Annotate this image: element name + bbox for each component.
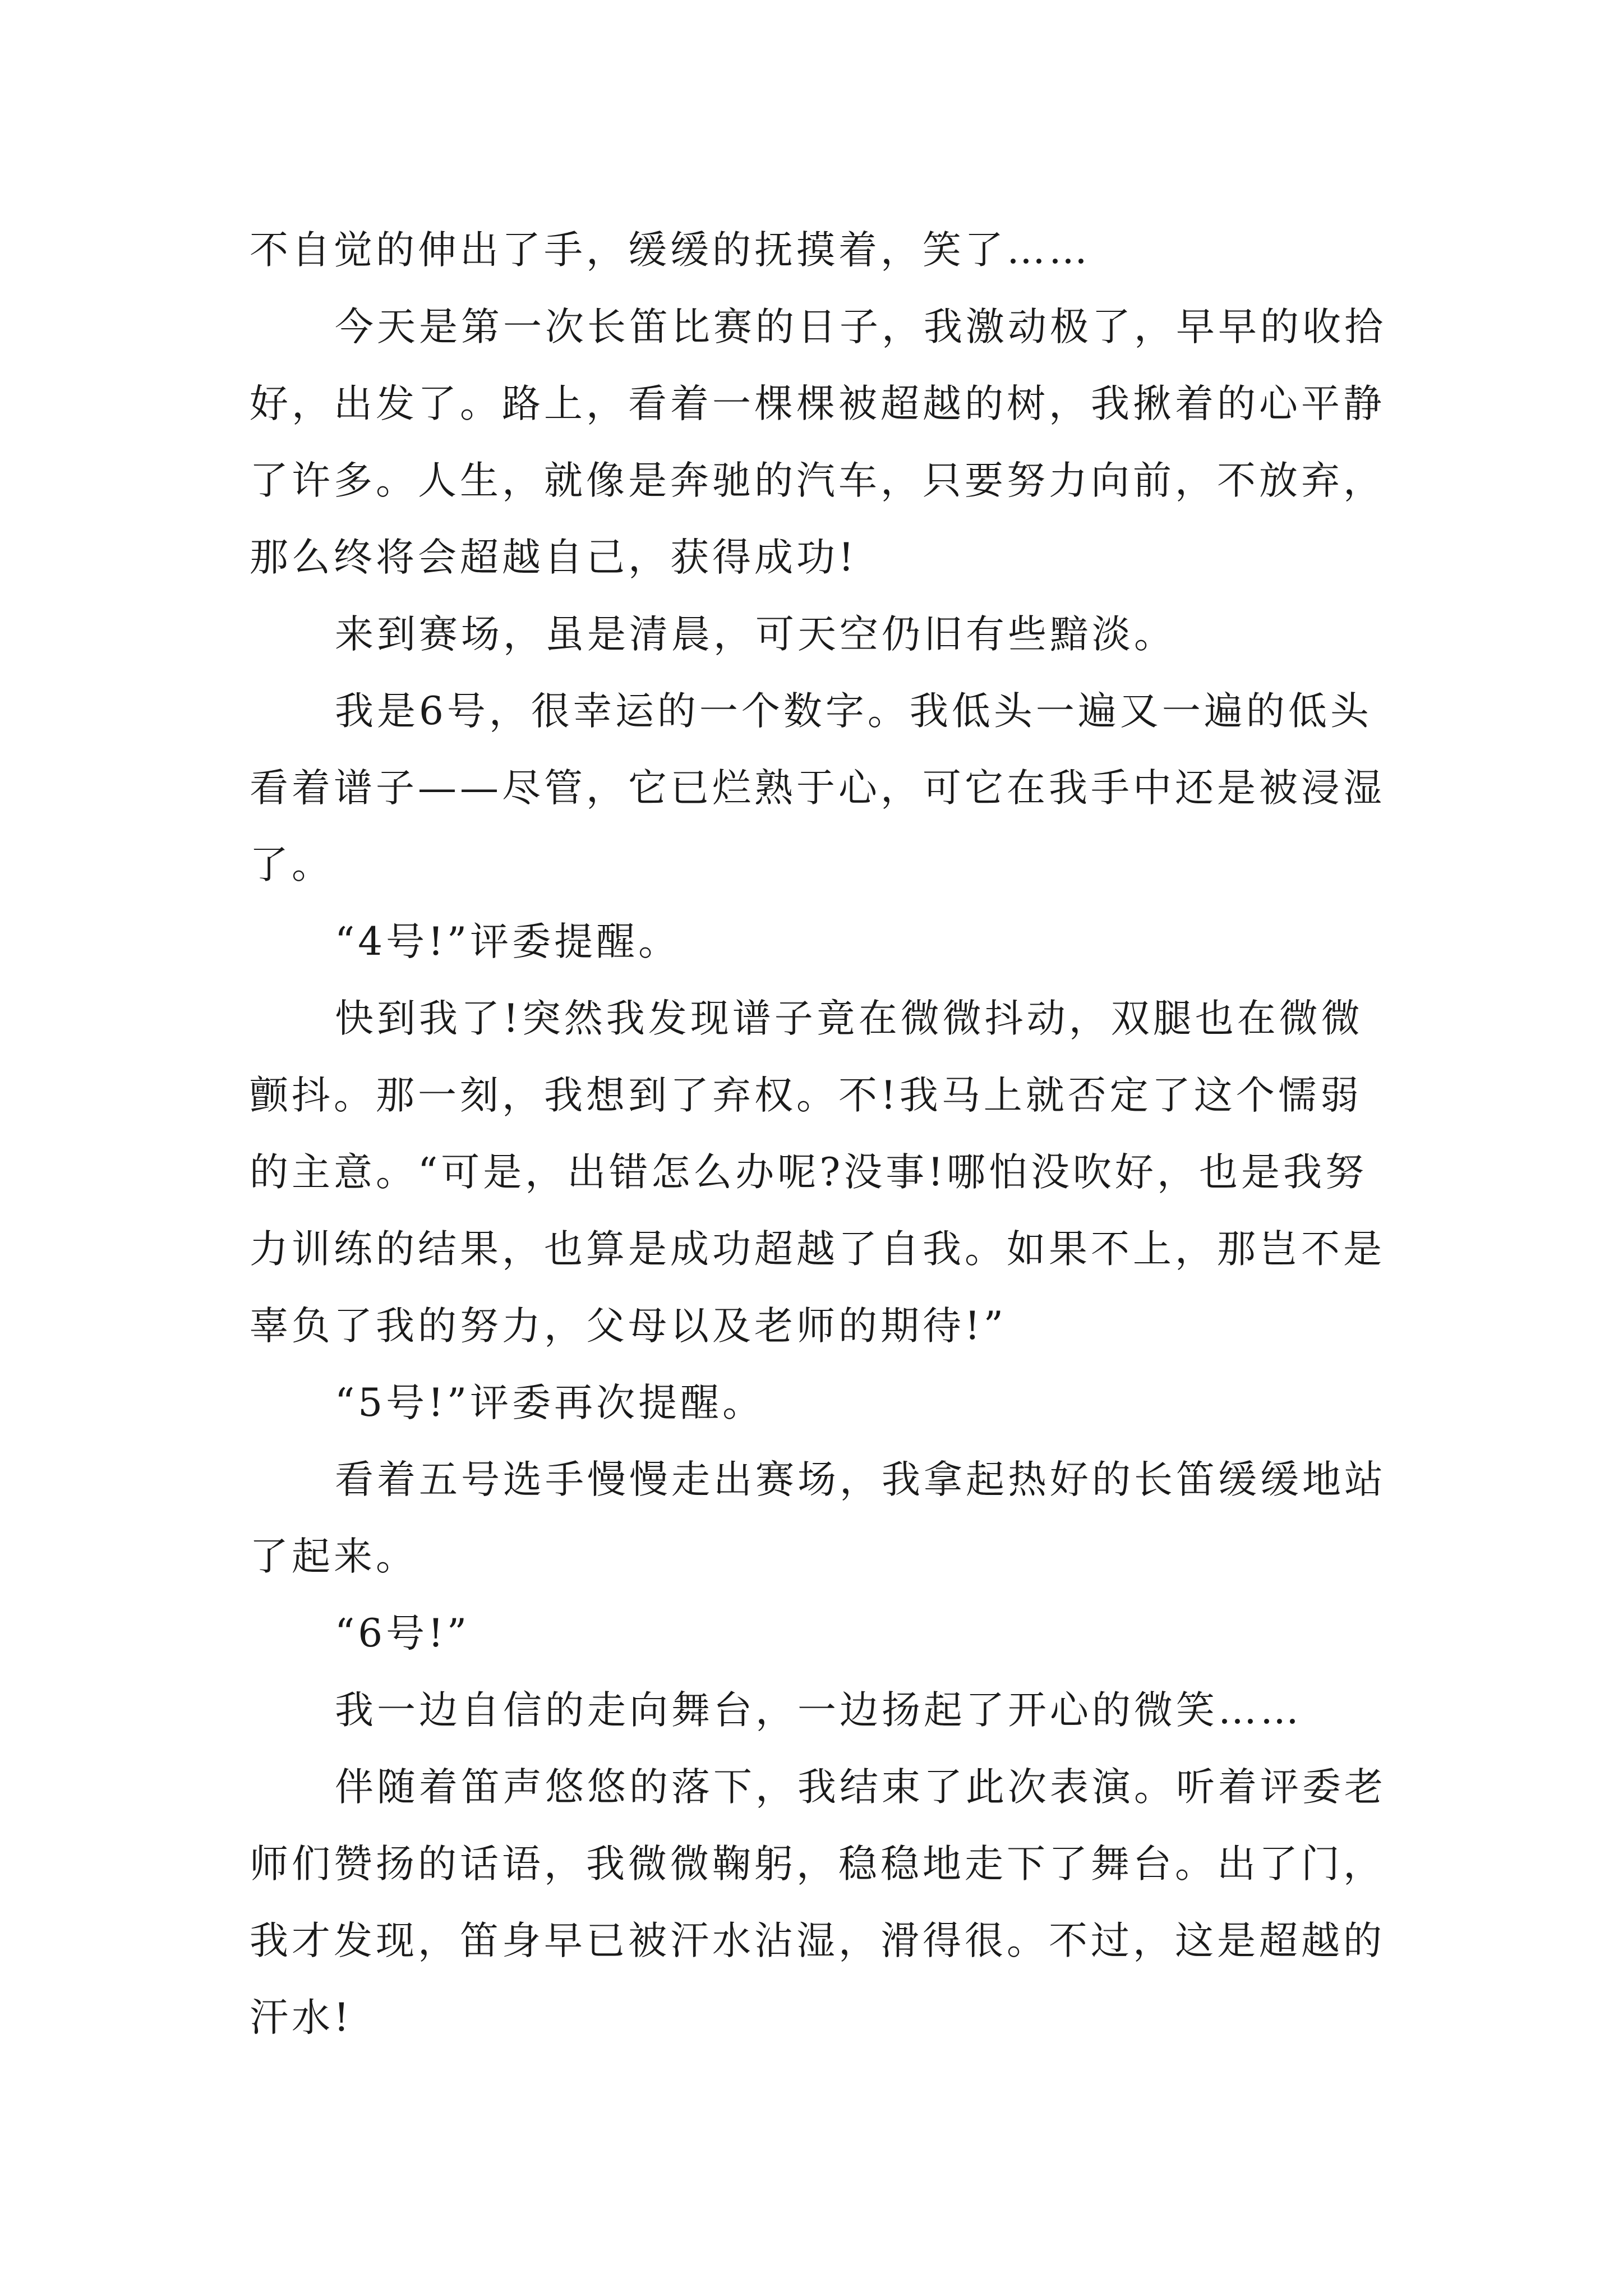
paragraph: 快到我了!突然我发现谱子竟在微微抖动，双腿也在微微颤抖。那一刻，我想到了弃权。不!我马上就否定了这个懦弱的主意。“可是，出错怎么办呢?没事!哪怕没吹好，也是我努力训练的结果，也算是成功超越了自我。如果不上，那岂不是辜负了我的努力，父母以及老师的期待!”	[250, 996, 1385, 1349]
paragraph: 今天是第一次长笛比赛的日子，我激动极了，早早的收拾好，出发了。路上，看着一棵棵被超越的树，我揪着的心平静了许多。人生，就像是奔驰的汽车，只要努力向前，不放弃，那么终将会超越自己，获得成功!	[250, 305, 1386, 580]
paragraph: 不自觉的伸出了手，缓缓的抚摸着，笑了……	[250, 228, 1091, 273]
document-body	[250, 212, 1388, 2056]
paragraph: 看着五号选手慢慢走出赛场，我拿起热好的长笛缓缓地站了起来。	[250, 1457, 1386, 1579]
paragraph: 来到赛场，虽是清晨，可天空仍旧有些黯淡。	[335, 612, 1176, 657]
paragraph: “6号!”	[335, 1611, 471, 1656]
paragraph: 我是6号，很幸运的一个数字。我低头一遍又一遍的低头看着谱子——尽管，它已烂熟于心，可它在我手中还是被浸湿了。	[250, 689, 1385, 887]
paragraph: 伴随着笛声悠悠的落下，我结束了此次表演。听着评委老师们赞扬的话语，我微微鞠躬，稳稳地走下了舞台。出了门，我才发现，笛身早已被汗水沾湿，滑得很。不过，这是超越的汗水!	[250, 1765, 1386, 2040]
paragraph: 我一边自信的走向舞台，一边扬起了开心的微笑……	[335, 1688, 1302, 1733]
paragraph: “4号!”评委提醒。	[335, 919, 681, 964]
paragraph: “5号!”评委再次提醒。	[335, 1381, 765, 1425]
